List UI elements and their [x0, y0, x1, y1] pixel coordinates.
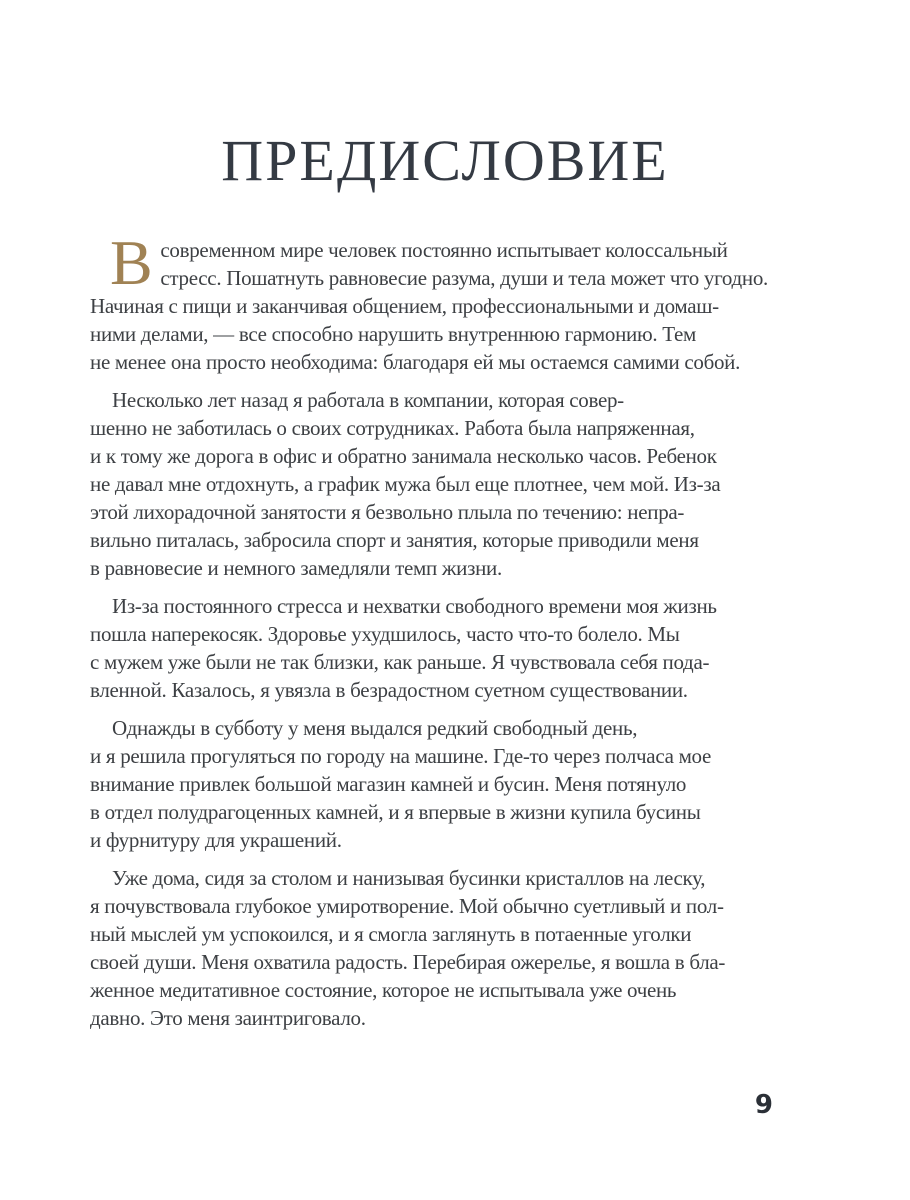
paragraph — [90, 592, 800, 704]
text-line: своей души. Меня охватила радость. Перебирая ожерелье, я вошла в бла- — [90, 950, 726, 974]
paragraph — [90, 386, 800, 582]
text-line: вленной. Казалось, я увязла в безрадостном суетном существовании. — [90, 678, 688, 702]
text-line: Начиная с пищи и заканчивая общением, профессиональными и домаш- — [90, 294, 719, 318]
text-line: в отдел полудрагоценных камней, и я впервые в жизни купила бусины — [90, 800, 701, 824]
text-line: вильно питалась, забросила спорт и занятия, которые приводили меня — [90, 528, 699, 552]
paragraph — [90, 227, 800, 376]
text-line: Однажды в субботу у меня выдался редкий свободный день, — [112, 716, 638, 740]
drop-cap: В — [110, 227, 153, 298]
text-line: и я решила прогуляться по городу на машине. Где-то через полчаса мое — [90, 744, 712, 768]
text-line: я почувствовала глубокое умиротворение. Мой обычно суетливый и пол- — [90, 894, 724, 918]
text-line: внимание привлек большой магазин камней и бусин. Меня потянуло — [90, 772, 687, 796]
text-line: Уже дома, сидя за столом и нанизывая бусинки кристаллов на леску, — [112, 866, 706, 890]
paragraph — [90, 714, 800, 854]
text-line: и к тому же дорога в офис и обратно занимала несколько часов. Ребенок — [90, 444, 717, 468]
text-line: ними делами, — все способно нарушить внутреннюю гармонию. Тем — [90, 322, 696, 346]
text-line: с мужем уже были не так близки, как раньше. Я чувствовала себя пода- — [90, 650, 710, 674]
text-line: шенно не заботилась о своих сотрудниках. Работа была напряженная, — [90, 416, 695, 440]
text-line: в равновесие и немного замедляли темп жизни. — [90, 556, 502, 580]
text-line: пошла наперекосяк. Здоровье ухудшилось, часто что-то болело. Мы — [90, 622, 680, 646]
text-line: давно. Это меня заинтриговало. — [90, 1006, 366, 1030]
text-line: не менее она просто необходима: благодаря ей мы остаемся самими собой. — [90, 350, 741, 374]
text-line: ный мыслей ум успокоился, и я смогла заглянуть в потаенные уголки — [90, 922, 692, 946]
text-line: не давал мне отдохнуть, а график мужа был еще плотнее, чем мой. Из-за — [90, 472, 721, 496]
chapter-title: ПРЕДИСЛОВИЕ — [221, 128, 669, 193]
text-line: этой лихорадочной занятости я безвольно плыла по течению: непра- — [90, 500, 685, 524]
text-line: стресс. Пошатнуть равновесие разума, души и тела может что угодно. — [160, 266, 768, 290]
text-line: Несколько лет назад я работала в компании, которая совер- — [112, 388, 624, 412]
text-line: Из-за постоянного стресса и нехватки свободного времени моя жизнь — [112, 594, 717, 618]
text-line: современном мире человек постоянно испытывает колоссальный — [160, 238, 728, 262]
text-line: и фурнитуру для украшений. — [90, 828, 342, 852]
text-line: женное медитативное состояние, которое не испытывала уже очень — [90, 978, 677, 1002]
body-text — [90, 227, 800, 1032]
paragraph — [90, 864, 800, 1032]
page-number: 9 — [754, 1090, 773, 1120]
